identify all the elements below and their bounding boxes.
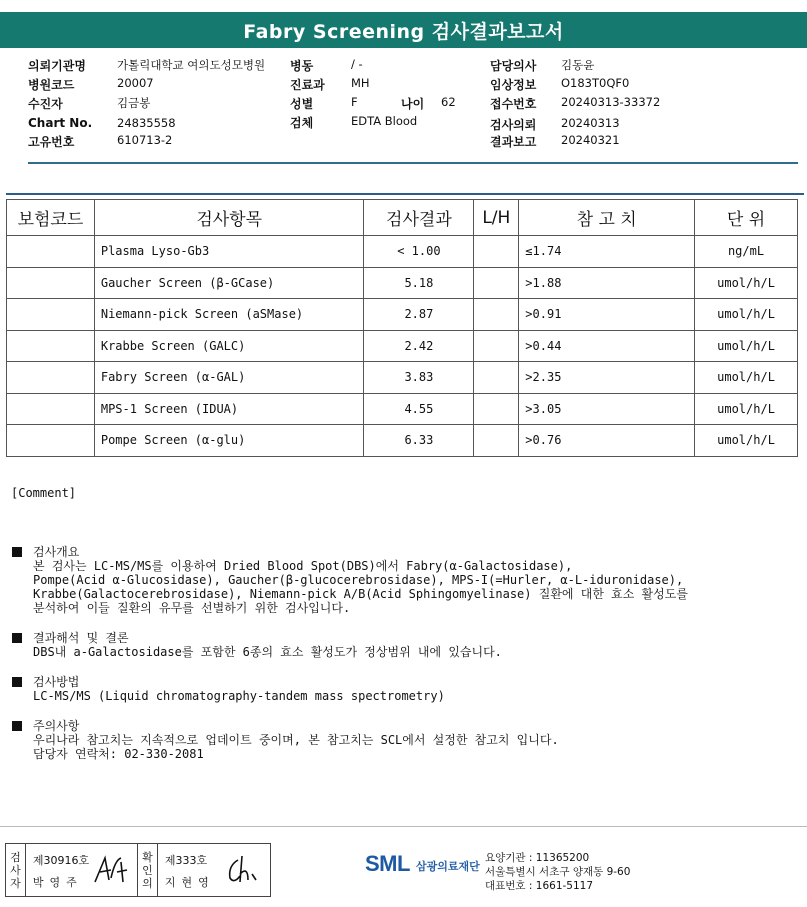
cell-code xyxy=(7,362,95,394)
ward-value: / - xyxy=(351,57,363,71)
table-row xyxy=(7,299,798,331)
section-body: 본 검사는 LC-MS/MS를 이용하여 Dried Blood Spot(DBS)에서 Fabry(α-Galactosidase), Pompe(Acid α-Glucosidase), Gaucher(β-glucocerebrosidase), MPS-I(=Hurler, α-L-iduronidase), Krabbe(Galactocerebrosidase), Niemann-pick A/B(Acid Sphingomyelinase) 질환에 대한 효소 활성도를 분석하여 이들 질환의 유무를 선별하기 위한 검사입니다. xyxy=(33,559,688,615)
col-header-result: 검사결과 xyxy=(364,200,474,236)
table-header-row xyxy=(7,200,798,236)
cell-lh xyxy=(474,330,519,362)
square-bullet-icon xyxy=(12,677,22,687)
dept-label: 진료과 xyxy=(290,78,325,92)
institution-label: 의뢰기관명 xyxy=(28,59,86,73)
doctor-value: 김동윤 xyxy=(561,58,595,72)
results-table xyxy=(6,199,798,457)
cell-unit: umol/h/L xyxy=(695,330,798,362)
request-date-label: 검사의뢰 xyxy=(490,118,537,132)
sml-logo xyxy=(365,851,480,877)
cell-code xyxy=(7,267,95,299)
signature-icon xyxy=(224,852,264,888)
cell-lh xyxy=(474,299,519,331)
chart-value: 24835558 xyxy=(117,116,176,130)
cell-lh xyxy=(474,425,519,457)
cell-ref: >0.91 xyxy=(519,299,695,331)
unique-no-label: 고유번호 xyxy=(28,135,75,149)
inspector-label: 검 사 자 xyxy=(6,844,26,896)
cell-item: Krabbe Screen (GALC) xyxy=(94,330,364,362)
section-body: DBS내 a-Galactosidase를 포함한 6종의 효소 활성도가 정상범위 내에 있습니다. xyxy=(33,645,502,659)
cell-ref: >3.05 xyxy=(519,393,695,425)
cell-ref: >0.44 xyxy=(519,330,695,362)
cell-ref: ≤1.74 xyxy=(519,236,695,268)
cell-result: 2.87 xyxy=(364,299,474,331)
cell-result: 3.83 xyxy=(364,362,474,394)
cell-unit: ng/mL xyxy=(695,236,798,268)
col-header-lh: L/H xyxy=(474,200,519,236)
square-bullet-icon xyxy=(12,633,22,643)
cell-lh xyxy=(474,362,519,394)
cell-unit: umol/h/L xyxy=(695,362,798,394)
confirm-name: 지현영 xyxy=(164,876,215,889)
cell-code xyxy=(7,393,95,425)
table-row xyxy=(7,236,798,268)
cell-item: Niemann-pick Screen (aSMase) xyxy=(94,299,364,331)
section-title: 검사개요 xyxy=(33,545,80,559)
ward-label: 병동 xyxy=(290,59,314,73)
cell-ref: >0.76 xyxy=(519,425,695,457)
section-title: 검사방법 xyxy=(33,675,80,689)
report-date-value: 20240321 xyxy=(561,133,620,147)
cell-lh xyxy=(474,267,519,299)
hospital-code-value: 20007 xyxy=(117,76,154,90)
cell-result: < 1.00 xyxy=(364,236,474,268)
signature-box xyxy=(5,843,271,897)
cell-unit: umol/h/L xyxy=(695,425,798,457)
footer-divider xyxy=(0,826,807,827)
dept-value: MH xyxy=(351,76,370,90)
patient-value: 김금봉 xyxy=(117,96,151,110)
info-divider xyxy=(28,162,798,164)
confirm-signer xyxy=(158,844,270,896)
report-title: Fabry Screening 검사결과보고서 xyxy=(0,12,807,48)
table-row xyxy=(7,267,798,299)
lab-address xyxy=(485,851,630,893)
square-bullet-icon xyxy=(12,547,22,557)
request-date-value: 20240313 xyxy=(561,116,620,130)
cell-code xyxy=(7,425,95,457)
col-header-ref: 참 고 치 xyxy=(519,200,695,236)
section-overview xyxy=(12,545,792,615)
cell-item: Fabry Screen (α-GAL) xyxy=(94,362,364,394)
cell-code xyxy=(7,330,95,362)
table-row xyxy=(7,425,798,457)
table-row xyxy=(7,362,798,394)
cell-lh xyxy=(474,236,519,268)
agency-number: 요양기관 : 11365200 xyxy=(485,852,590,864)
specimen-label: 검체 xyxy=(290,116,314,130)
comment-sections xyxy=(12,545,792,777)
cell-unit: umol/h/L xyxy=(695,267,798,299)
cell-item: MPS-1 Screen (IDUA) xyxy=(94,393,364,425)
inspector-name: 박영주 xyxy=(32,876,83,889)
chart-label: Chart No. xyxy=(28,116,93,130)
cell-unit: umol/h/L xyxy=(695,299,798,331)
cell-lh xyxy=(474,393,519,425)
inspector-license: 제30916호 xyxy=(32,854,90,867)
age-label: 나이 xyxy=(401,97,425,111)
clinical-label: 임상정보 xyxy=(490,78,537,92)
cell-ref: >2.35 xyxy=(519,362,695,394)
signature-icon xyxy=(91,852,131,888)
sex-label: 성별 xyxy=(290,97,314,111)
institution-value: 가톨릭대학교 여의도성모병원 xyxy=(117,58,266,72)
receipt-value: 20240313-33372 xyxy=(561,95,661,109)
report-date-label: 결과보고 xyxy=(490,135,537,149)
unique-no-value: 610713-2 xyxy=(117,133,173,147)
square-bullet-icon xyxy=(12,721,22,731)
cell-result: 4.55 xyxy=(364,393,474,425)
confirm-license: 제333호 xyxy=(164,854,208,867)
table-top-rule xyxy=(6,193,804,195)
cell-code xyxy=(7,236,95,268)
col-header-code: 보험코드 xyxy=(7,200,95,236)
inspector-signer xyxy=(26,844,138,896)
clinical-value: O183T0QF0 xyxy=(561,76,630,90)
cell-result: 2.42 xyxy=(364,330,474,362)
cell-ref: >1.88 xyxy=(519,267,695,299)
phone-number: 대표번호 : 1661-5117 xyxy=(485,880,594,892)
section-method xyxy=(12,675,792,703)
col-header-item: 검사항목 xyxy=(94,200,364,236)
table-row xyxy=(7,330,798,362)
cell-item: Pompe Screen (α-glu) xyxy=(94,425,364,457)
receipt-label: 접수번호 xyxy=(490,97,537,111)
cell-unit: umol/h/L xyxy=(695,393,798,425)
patient-info xyxy=(0,54,807,166)
specimen-value: EDTA Blood xyxy=(351,114,418,128)
doctor-label: 담당의사 xyxy=(490,59,537,73)
hospital-code-label: 병원코드 xyxy=(28,78,75,92)
section-body: LC-MS/MS (Liquid chromatography-tandem mass spectrometry) xyxy=(33,689,445,703)
section-interpretation xyxy=(12,631,792,659)
section-title: 결과해석 및 결론 xyxy=(33,631,129,645)
cell-item: Plasma Lyso-Gb3 xyxy=(94,236,364,268)
comment-label: [Comment] xyxy=(11,486,77,500)
section-notes xyxy=(12,719,792,761)
logo-name: 삼광의료재단 xyxy=(415,860,480,873)
table-row xyxy=(7,393,798,425)
age-value: 62 xyxy=(441,95,456,109)
confirm-label: 확 인 의 xyxy=(138,844,158,896)
section-body: 우리나라 참고치는 지속적으로 업데이트 중이며, 본 참고치는 SCL에서 설정한 참고치 입니다. 담당자 연락처: 02-330-2081 xyxy=(33,733,559,761)
logo-text: SML xyxy=(365,851,410,876)
cell-result: 5.18 xyxy=(364,267,474,299)
cell-code xyxy=(7,299,95,331)
address-line: 서울특별시 서초구 양재동 9-60 xyxy=(485,866,631,878)
sex-value: F xyxy=(351,95,358,109)
col-header-unit: 단 위 xyxy=(695,200,798,236)
cell-item: Gaucher Screen (β-GCase) xyxy=(94,267,364,299)
section-title: 주의사항 xyxy=(33,719,80,733)
patient-label: 수진자 xyxy=(28,97,63,111)
cell-result: 6.33 xyxy=(364,425,474,457)
